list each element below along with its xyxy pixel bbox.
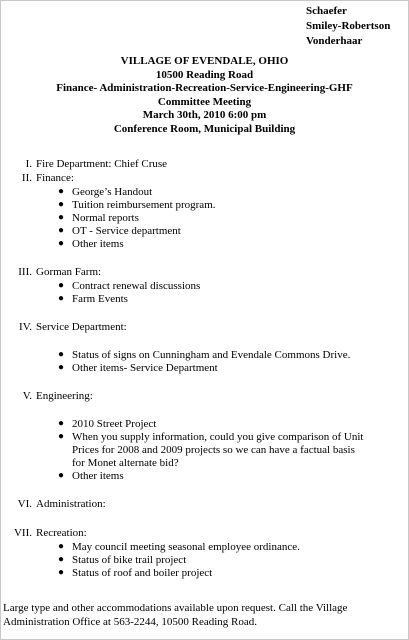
agenda-item-text: 2010 Street Project [72,417,157,430]
section-numeral: VII. [13,526,32,539]
agenda-item-text: Status of signs on Cunningham and Evendale Commons Drive. [72,348,351,361]
section-numeral: VI. [17,497,32,510]
bullet-icon: ● [58,211,65,223]
agenda-item-text: Normal reports [72,211,139,224]
section-title: Recreation: [36,526,87,539]
bullet-icon: ● [58,566,65,578]
agenda-item-list [0,418,409,483]
section-title: Finance: [36,172,74,184]
section-title: Fire Department: Chief Cruse [36,158,168,170]
agenda-item-text: Other items [72,469,124,482]
agenda-item-text: Other items [72,237,124,250]
section-title: Gorman Farm: [36,265,102,278]
bullet-icon: ● [58,361,65,373]
agenda-section [0,527,409,580]
agenda-item [0,212,367,225]
attendee-name: Smiley-Robertson [306,20,391,32]
agenda-item-list [0,280,409,306]
agenda-item-text: Status of bike trail project [72,553,187,566]
bullet-icon: ● [58,198,65,210]
agenda-section-heading [0,498,409,512]
section-numeral: I. [25,158,32,170]
meeting-date: March 30th, 2010 6:00 pm [142,109,267,122]
meeting-location: Conference Room, Municipal Building [113,122,296,135]
agenda-section [0,390,409,483]
attendee-name: Vonderhaar [306,35,363,47]
accessibility-notice: Large type and other accommodations available upon request. Call the Village Administration Office at 563-2244, 10500 Reading Road. [3,602,348,628]
bullet-icon: ● [58,469,65,481]
section-numeral: III. [18,265,32,278]
agenda-section-heading [0,527,409,541]
bullet-icon: ● [58,417,65,429]
agenda-item-text: OT - Service department [72,224,181,237]
agenda-section [0,266,409,306]
bullet-icon: ● [58,186,65,197]
agenda-item [0,541,367,554]
village-name: VILLAGE OF EVENDALE, OHIO [120,55,289,67]
meeting-type: Committee Meeting [157,95,252,108]
section-numeral: IV. [19,320,32,333]
bullet-icon: ● [58,553,65,565]
agenda-item [0,470,367,483]
agenda-item [0,199,367,212]
agenda-section-heading [0,266,409,280]
agenda-item-list [0,349,409,375]
committee-names: Finance- Administration-Recreation-Service-Engineering-GHF [56,82,353,95]
agenda-section [0,172,409,251]
agenda-section-heading [0,390,409,404]
bullet-icon: ● [58,430,65,442]
agenda-item-text: Farm Events [72,292,128,305]
agenda-list [0,158,409,579]
agenda-item-text: Tuition reimbursement program. [72,198,216,211]
agenda-item [0,349,367,362]
bullet-icon: ● [58,348,65,360]
agenda-section-heading [0,321,409,335]
agenda-item [0,280,367,293]
section-title: Service Department: [36,320,127,333]
bullet-icon: ● [58,279,65,291]
agenda-section [0,158,409,172]
agenda-item [0,418,367,431]
bullet-icon: ● [58,292,65,304]
agenda-item-list [0,186,409,251]
agenda-section [0,321,409,375]
agenda-item [0,554,367,567]
agenda-item-text: May council meeting seasonal employee ordinance. [72,540,300,553]
section-title: Administration: [36,497,106,510]
agenda-item-list [0,541,409,580]
agenda-item [0,225,367,238]
section-numeral: V. [22,389,32,402]
agenda-section-heading [0,172,409,186]
section-numeral: II. [21,172,32,184]
agenda-item-text: George’s Handout [72,186,153,198]
section-title: Engineering: [36,389,93,402]
village-address: 10500 Reading Road [155,68,254,81]
agenda-item-text: Status of roof and boiler project [72,566,213,579]
agenda-section-heading [0,158,409,172]
agenda-item [0,238,367,251]
agenda-item-text: Contract renewal discussions [72,279,201,292]
agenda-item-text: Other items- Service Department [72,361,218,374]
bullet-icon: ● [58,540,65,552]
bullet-icon: ● [58,224,65,236]
agenda-section [0,498,409,512]
bullet-icon: ● [58,237,65,249]
agenda-item [0,293,367,306]
agenda-item [0,567,367,580]
attendee-name: Schaefer [306,5,347,17]
agenda-item [0,431,367,470]
agenda-item [0,186,367,199]
agenda-item [0,362,367,375]
agenda-item-text: When you supply information, could you give comparison of Unit Prices for 2008 and 2009 projects so we can have a factual basis for Monet alternate bid? [72,430,364,469]
attendee-list [306,4,390,49]
document-header [0,55,409,137]
